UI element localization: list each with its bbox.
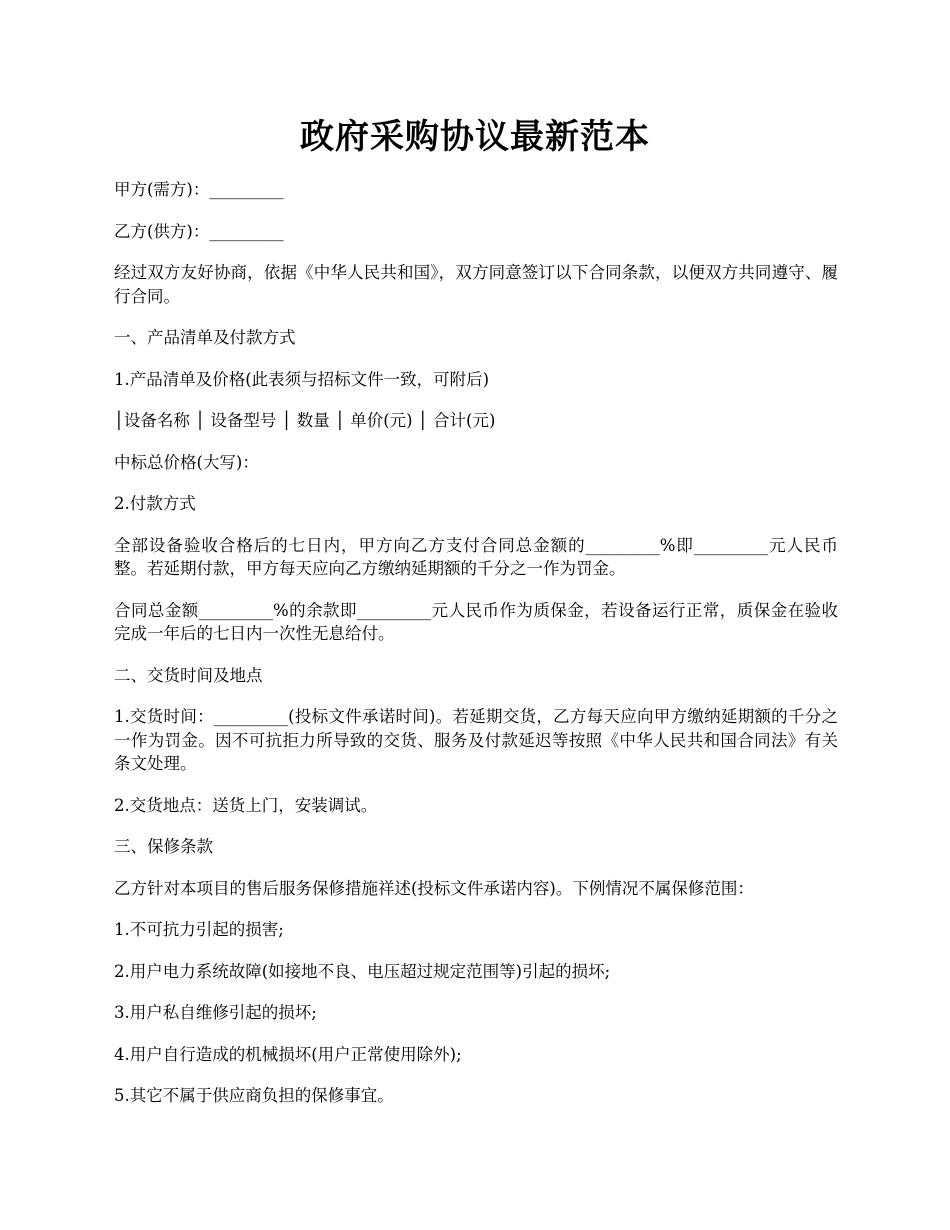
delivery-place-line: 2.交货地点：送货上门，安装调试。 [114,795,378,815]
intro-paragraph: 经过双方友好协商，依据《中华人民共和国》，双方同意签订以下合同条款，以便双方共同遵守、履行合同。 [114,263,838,306]
section-heading-warranty: 三、保修条款 [114,837,213,856]
party-a-line: 甲方(需方)：_________ [114,180,284,199]
party-b-line: 乙方(供方)：_________ [114,221,284,241]
warranty-exclusion-item: 1.不可抗力引起的损害; [114,920,284,939]
clause-product-list: 1.产品清单及价格(此表须与招标文件一致，可附后) [114,369,490,389]
warranty-exclusion-item: 5.其它不属于供应商负担的保修事宜。 [114,1086,394,1105]
page-title: 政府采购协议最新范本 [300,117,650,157]
warranty-deposit-paragraph: 合同总金额_________%的余款即_________元人民币作为质保金，若设备运行正常，质保金在验收完成一年后的七日内一次性无息给付。 [114,600,838,643]
delivery-time-paragraph: 1.交货时间：_________(投标文件承诺时间)。若延期交货，乙方每天应向甲方缴纳延期额的千分之一作为罚金。因不可抗拒力所导致的交货、服务及付款延迟等按照《中华人民共和国合同法》有关条文处理。 [114,707,838,773]
clause-payment-heading: 2.付款方式 [114,494,196,513]
product-table-header: │设备名称 │ 设备型号 │ 数量 │ 单价(元) │ 合计(元) [114,411,496,430]
document-body [114,178,838,1126]
payment-paragraph: 全部设备验收合格后的七日内，甲方向乙方支付合同总金额的_________%即_________元人民币整。若延期付款，甲方每天应向乙方缴纳延期额的千分之一作为罚金。 [114,535,838,578]
total-price-line: 中标总价格(大写)： [114,452,259,472]
warranty-intro-paragraph: 乙方针对本项目的售后服务保修措施祥述(投标文件承诺内容)。下例情况不属保修范围： [114,878,754,898]
warranty-exclusion-item: 4.用户自行造成的机械损坏(用户正常使用除外); [114,1044,462,1064]
section-heading-products: 一、产品清单及付款方式 [114,328,296,347]
warranty-exclusion-item: 2.用户电力系统故障(如接地不良、电压超过规定范围等)引起的损坏; [114,961,611,981]
section-heading-delivery: 二、交货时间及地点 [114,665,263,685]
warranty-exclusion-item: 3.用户私自维修引起的损坏; [114,1003,317,1022]
